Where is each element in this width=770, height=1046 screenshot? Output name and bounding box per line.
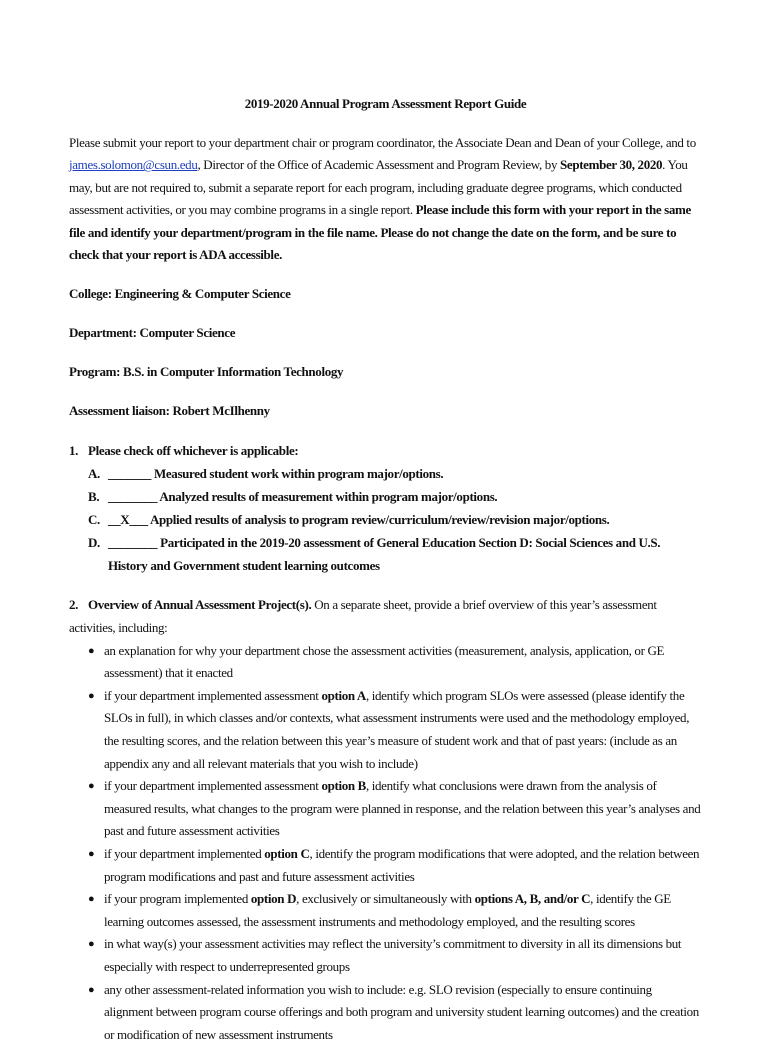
bullet-item	[88, 933, 702, 978]
option-text: _______ Measured student work within program major/options.	[108, 466, 444, 482]
question-2-bullets	[69, 640, 702, 1046]
department-field: Department: Computer Science	[69, 325, 236, 341]
question-2	[69, 594, 702, 1046]
option-letter: D.	[88, 535, 100, 551]
bullet-text: , identify what conclusions were drawn from the analysis of measured results, what changes to the program were planned in response, and the relation between this year’s analyses and past and future assessment activities	[104, 778, 701, 839]
bullet-item	[88, 843, 702, 888]
bullet-icon: ●	[88, 938, 95, 951]
bullet-text: an explanation for why your department chose the assessment activities (measurement, analysis, application, or GE assessment) that it enacted	[104, 642, 665, 681]
bullet-text: if your department implemented assessment	[104, 687, 322, 703]
document-page	[69, 96, 702, 1046]
bullet-bold: option D	[250, 891, 297, 907]
bullet-icon: ●	[88, 983, 95, 996]
liaison-field: Assessment liaison: Robert McIlhenny	[69, 403, 270, 419]
option-a[interactable]	[88, 462, 702, 485]
email-link[interactable]: james.solomon@csun.edu	[69, 157, 198, 173]
bullet-text: if your department implemented assessment	[104, 778, 322, 794]
bullet-icon: ●	[88, 780, 95, 793]
document-title: 2019-2020 Annual Program Assessment Report Guide	[244, 96, 527, 111]
bullet-item	[88, 888, 702, 933]
bullet-icon: ●	[88, 644, 95, 657]
bullet-text: if your program implemented	[104, 891, 251, 907]
bullet-text: any other assessment-related information you wish to include: e.g. SLO revision (especially to ensure continuing alignment between program course offerings and both program and university student learning outcomes) and the creation or modification of new assessment instruments	[104, 981, 699, 1042]
question-2-text: On a separate sheet, provide a brief overview of this year’s assessment activities, including:	[69, 597, 657, 636]
option-text: ________ Participated in the 2019-20 assessment of General Education Section D: Social Sciences and U.S. History and Government student learning outcomes	[108, 535, 661, 574]
bullet-text: , identify which program SLOs were assessed (please identify the SLOs in full), in which classes and/or contexts, what assessment instruments were used and the methodology employed, the resulting scores, and the relation between this year’s measure of student work and that of past years: (include as an appendix any and all relevant materials that you wish to include)	[104, 687, 690, 771]
intro-paragraph	[69, 132, 702, 266]
option-text: __X___ Applied results of analysis to program review/curriculum/review/revision major/options.	[108, 512, 610, 528]
bullet-icon: ●	[88, 893, 95, 906]
bullet-text: , exclusively or simultaneously with	[296, 891, 475, 907]
deadline-date: September 30, 2020	[560, 157, 663, 173]
question-1-options	[88, 462, 702, 577]
bullet-bold: option A	[321, 687, 366, 703]
option-c[interactable]	[88, 508, 702, 531]
bullet-text: in what way(s) your assessment activities may reflect the university’s commitment to diversity in all its dimensions but especially with respect to underrepresented groups	[104, 936, 682, 974]
question-1-text: Please check off whichever is applicable:	[88, 443, 299, 459]
bullet-text: , identify the program modifications that were adopted, and the relation between program modifications and past and future assessment activities	[104, 845, 700, 884]
bullet-item	[88, 979, 702, 1046]
bullet-icon: ●	[88, 847, 95, 860]
bullet-item	[88, 640, 702, 685]
option-text: ________ Analyzed results of measurement within program major/options.	[108, 489, 498, 505]
bullet-text: if your department implemented	[104, 845, 265, 861]
option-letter: A.	[88, 466, 100, 482]
bullet-item	[88, 685, 702, 775]
question-2-heading: Overview of Annual Assessment Project(s).	[88, 597, 312, 613]
program-field: Program: B.S. in Computer Information Technology	[69, 364, 344, 380]
bullet-item	[88, 775, 702, 843]
option-b[interactable]	[88, 485, 702, 508]
bullet-bold: option B	[321, 778, 366, 794]
intro-text-1: Please submit your report to your department chair or program coordinator, the Associate Dean and Dean of your College, and to	[69, 135, 696, 150]
bullet-text: , identify the GE learning outcomes assessed, the assessment instruments and methodology employed, and the resulting scores	[104, 891, 671, 929]
bullet-bold: options A, B, and/or C	[474, 891, 591, 907]
intro-bold-note: Please include this form with your report in the same file and identify your department/program in the file name. Please do not change the date on the form, and be sure to check that your report is ADA accessible.	[69, 202, 691, 263]
college-field: College: Engineering & Computer Science	[69, 286, 291, 302]
intro-text-3: . You may, but are not required to, submit a separate report for each program, including graduate degree programs, which conducted assessment activities, or you may combine programs in a single report.	[69, 157, 688, 218]
option-d[interactable]	[88, 531, 702, 577]
intro-text-2: , Director of the Office of Academic Assessment and Program Review, by	[197, 157, 561, 173]
question-1-number: 1.	[69, 443, 79, 459]
option-letter: B.	[88, 489, 100, 505]
question-1	[69, 439, 702, 577]
option-letter: C.	[88, 512, 100, 528]
question-2-number: 2.	[69, 597, 79, 613]
bullet-bold: option C	[264, 845, 310, 861]
bullet-icon: ●	[88, 689, 95, 702]
